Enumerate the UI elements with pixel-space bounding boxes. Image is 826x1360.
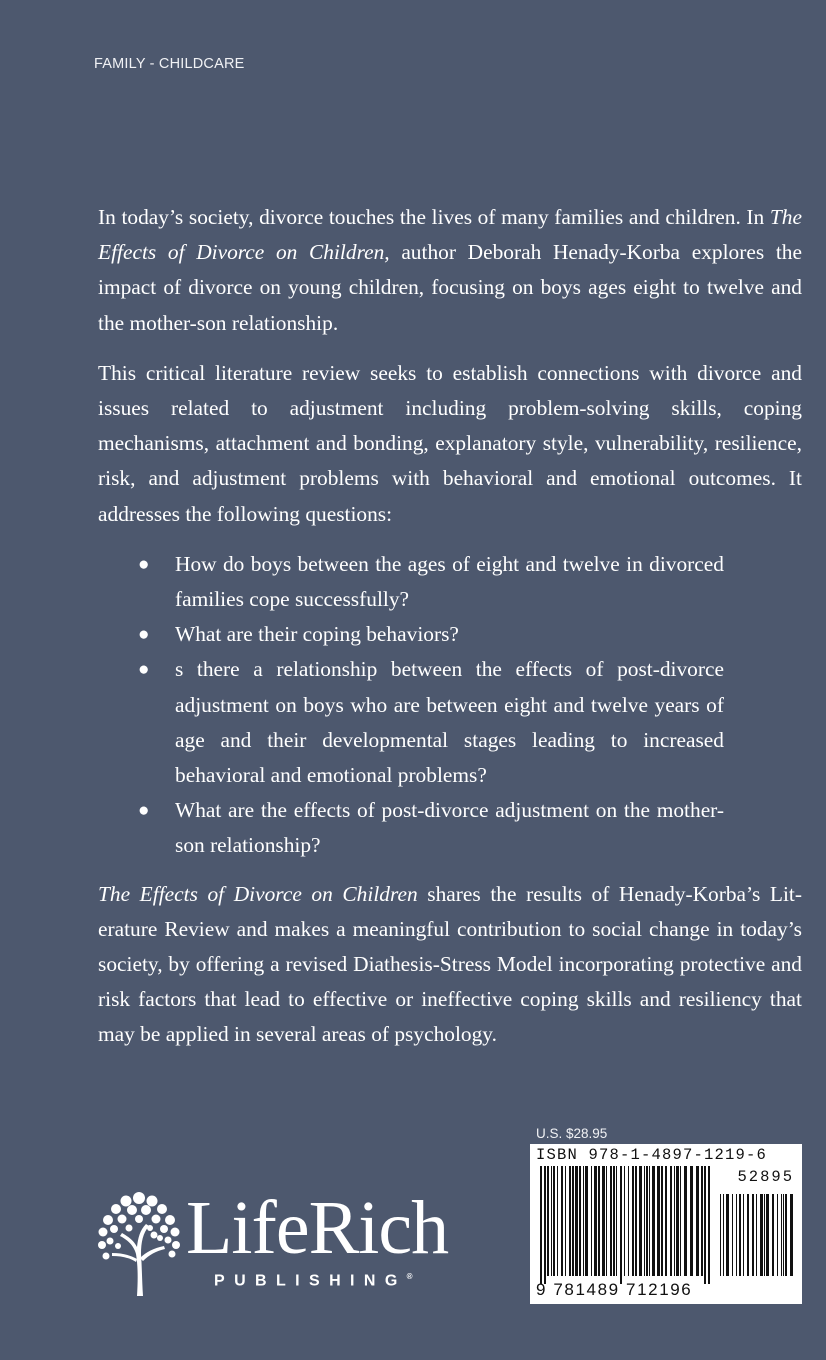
question-text: What are the effects of post-divorce adjustment on the mother-son relationship? bbox=[175, 798, 724, 858]
barcode-bar bbox=[690, 1166, 693, 1276]
barcode-bar bbox=[652, 1166, 655, 1276]
barcode-bar bbox=[540, 1166, 542, 1284]
barcode-bar bbox=[585, 1166, 588, 1276]
logo-subtitle-text: PUBLISHING bbox=[214, 1272, 407, 1290]
bullet-icon: ● bbox=[138, 800, 150, 822]
tree-icon bbox=[94, 1188, 184, 1298]
barcode-bar bbox=[628, 1166, 629, 1276]
list-item bbox=[98, 793, 802, 863]
price-code: 52895 bbox=[737, 1168, 794, 1186]
barcode-bar bbox=[665, 1166, 667, 1276]
isbn-label: ISBN 978-1-4897-1219-6 bbox=[536, 1146, 768, 1164]
barcode-bar bbox=[551, 1166, 552, 1276]
barcode-bar bbox=[606, 1166, 607, 1276]
bullet-icon: ● bbox=[138, 553, 150, 575]
isbn-barcode bbox=[530, 1144, 802, 1304]
barcode-bar bbox=[561, 1166, 563, 1276]
barcode-bar bbox=[732, 1194, 733, 1276]
barcode-bar bbox=[720, 1194, 721, 1276]
barcode-bar bbox=[783, 1194, 784, 1276]
barcode-bar bbox=[644, 1166, 645, 1276]
intro-paragraph-1 bbox=[98, 200, 802, 341]
price-label: U.S. $28.95 bbox=[536, 1126, 608, 1141]
question-text: What are their coping behaviors? bbox=[175, 622, 459, 647]
category-label: FAMILY - CHILDCARE bbox=[94, 56, 245, 72]
barcode-bar bbox=[777, 1194, 778, 1276]
list-item bbox=[98, 617, 802, 652]
barcode-bar bbox=[704, 1166, 706, 1284]
barcode-bar bbox=[616, 1166, 617, 1276]
barcode-bar bbox=[752, 1194, 754, 1276]
barcode-bar bbox=[766, 1194, 769, 1276]
barcode-bar bbox=[736, 1194, 737, 1276]
barcode-bar bbox=[602, 1166, 605, 1276]
barcode-bar bbox=[557, 1166, 558, 1276]
barcode-bar bbox=[670, 1166, 672, 1276]
question-text: How do boys between the ages of eight and twelve in divorced families cope successfully? bbox=[175, 551, 724, 612]
book-title-italic: The Effects of Divorce on Children bbox=[98, 881, 418, 906]
barcode-bar bbox=[756, 1194, 757, 1276]
barcode-bar bbox=[572, 1166, 574, 1276]
book-title-italic: The Effects of Divorce on Children, bbox=[98, 205, 802, 265]
question-text: s there a relationship between the effects of post-divorce adjustment on boys who are between eight and twelve years of age and their developmental stages leading to increased behavioral and emotional problems? bbox=[175, 657, 724, 788]
list-item bbox=[98, 547, 802, 617]
bullet-icon: ● bbox=[138, 659, 150, 681]
barcode-bar bbox=[680, 1166, 681, 1276]
barcode-bar bbox=[790, 1194, 793, 1276]
barcode-bar bbox=[565, 1166, 566, 1276]
barcode-bar bbox=[646, 1166, 648, 1276]
list-item bbox=[98, 652, 802, 793]
registered-mark: ® bbox=[406, 1272, 413, 1281]
barcode-bar bbox=[676, 1166, 679, 1276]
barcode-bar bbox=[747, 1194, 749, 1276]
barcode-bar bbox=[701, 1166, 703, 1276]
barcode-bar bbox=[635, 1166, 637, 1276]
description bbox=[98, 200, 802, 1068]
publisher-logo-subtitle bbox=[214, 1272, 413, 1290]
barcode-bar bbox=[684, 1166, 687, 1276]
barcode-bar bbox=[547, 1166, 549, 1276]
barcode-bar bbox=[739, 1194, 741, 1276]
closing-text: shares the results of Henady-Korba’s Literature Review and makes a meaningful contribution to social change in today’s society, by offering a revised Diathesis-Stress Model incorporating protective and risk factors that lead to effective or ineffective coping skills and resiliency that may be applied in several areas of psychology. bbox=[98, 881, 802, 1047]
barcode-bar bbox=[696, 1166, 699, 1276]
barcode-bar bbox=[674, 1166, 675, 1276]
barcode-bar bbox=[772, 1194, 774, 1276]
isbn-digits: 9 781489 712196 bbox=[536, 1280, 693, 1299]
barcode-bar bbox=[575, 1166, 578, 1276]
closing-paragraph bbox=[98, 877, 802, 1053]
barcode-bar bbox=[661, 1166, 663, 1276]
barcode-bar bbox=[591, 1166, 592, 1276]
barcode-bar bbox=[553, 1166, 555, 1276]
publisher-logo-wordmark: LifeRich bbox=[186, 1186, 449, 1270]
barcode-bar bbox=[708, 1166, 710, 1284]
barcode-bar bbox=[723, 1194, 724, 1276]
barcode-bar bbox=[781, 1194, 782, 1276]
barcode-bar bbox=[649, 1166, 650, 1276]
barcode-bar bbox=[764, 1194, 765, 1276]
bullet-icon: ● bbox=[138, 624, 150, 646]
barcode-bar bbox=[743, 1194, 744, 1276]
barcode-bar bbox=[544, 1166, 546, 1284]
barcode-bar bbox=[785, 1194, 787, 1276]
barcode-bar bbox=[632, 1166, 634, 1276]
barcode-bar bbox=[726, 1194, 729, 1276]
barcode-bar bbox=[624, 1166, 625, 1276]
barcode-bar bbox=[583, 1166, 584, 1276]
intro-text-a: In today’s society, divorce touches the lives of many families and children. In bbox=[98, 205, 770, 229]
barcode-bar bbox=[620, 1166, 622, 1284]
barcode-bar bbox=[594, 1166, 597, 1276]
barcode-bar bbox=[639, 1166, 642, 1276]
intro-text-b: author Deborah Henady-Korba explores the impact of divorce on young children, focusing on boys ages eight to twelve and the mother-son relationship. bbox=[98, 240, 802, 335]
barcode-bar bbox=[610, 1166, 612, 1276]
barcode-bar bbox=[579, 1166, 581, 1276]
intro-paragraph-2: This critical literature review seeks to establish connections with divorce and issues related to adjustment including problem-solving skills, coping mechanisms, attachment and bonding, explanatory style, vulnerability, resilience, risk, and adjustment problems with behavioral and emotional outcomes. It addresses the following questions: bbox=[98, 360, 802, 526]
barcode-bar bbox=[569, 1166, 571, 1276]
barcode-bar bbox=[613, 1166, 615, 1276]
question-list bbox=[98, 547, 802, 864]
barcode-bar bbox=[657, 1166, 660, 1276]
barcode-bar bbox=[598, 1166, 600, 1276]
barcode-bar bbox=[760, 1194, 763, 1276]
